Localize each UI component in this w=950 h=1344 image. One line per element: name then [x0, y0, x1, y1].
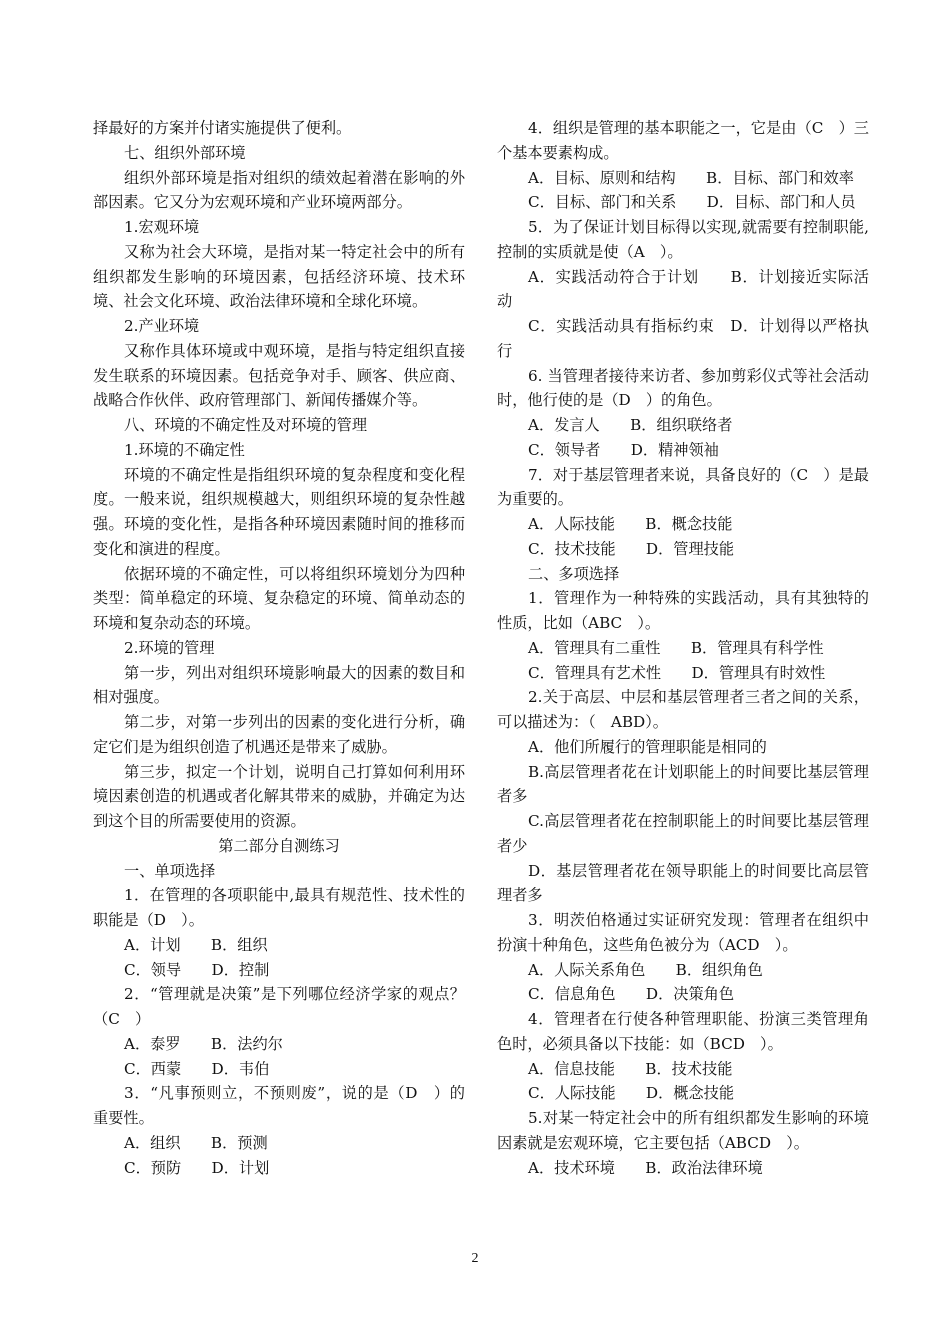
- right-column: [497, 116, 869, 1180]
- paragraph: A．技术环境 B．政治法律环境: [528, 1158, 763, 1177]
- paragraph: C．信息角色 D．决策角色: [528, 985, 735, 1004]
- paragraph: A．泰罗 B．法约尔: [124, 1034, 283, 1053]
- paragraph: 6. 当管理者接待来访者、参加剪彩仪式等社会活动时，他行使的是（D ）的角色。: [497, 366, 869, 410]
- paragraph: 2.环境的管理: [124, 638, 215, 657]
- paragraph: 2.产业环境: [124, 317, 200, 335]
- paragraph: 2.关于高层、中层和基层管理者三者之间的关系，可以描述为：（ ABD）。: [497, 688, 869, 731]
- paragraph: C．预防 D．计划: [124, 1158, 270, 1177]
- paragraph: 3．明茨伯格通过实证研究发现：管理者在组织中扮演十种角色，这些角色被分为（ACD ）。: [497, 911, 869, 954]
- paragraph: 七、组织外部环境: [124, 143, 246, 162]
- paragraph: 择最好的方案并付诸实施提供了便利。: [93, 119, 352, 137]
- paragraph: 4．管理者在行使各种管理职能、扮演三类管理角色时，必须具备以下技能：如（BCD ）。: [497, 1010, 869, 1053]
- paragraph: A．实践活动符合于计划 B．计划接近实际活动: [497, 267, 869, 311]
- paragraph: C．西蒙 D．韦伯: [124, 1059, 270, 1078]
- paragraph: 1．管理作为一种特殊的实践活动，具有其独特的性质，比如（ABC ）。: [497, 589, 869, 632]
- paragraph: 5.对某一特定社会中的所有组织都发生影响的环境因素就是宏观环境，它主要包括（ABCD ）。: [497, 1109, 869, 1152]
- paragraph: C．技术技能 D．管理技能: [528, 539, 735, 558]
- page-number: 2: [471, 1251, 479, 1266]
- paragraph: 又称作具体环境或中观环境，是指与特定组织直接发生联系的环境因素。包括竞争对手、顾客、供应商、战略合作伙伴、政府管理部门、新闻传播媒介等。: [93, 341, 465, 410]
- paragraph: 1．在管理的各项职能中,最具有规范性、技术性的职能是（D ）。: [93, 886, 465, 929]
- paragraph: C．领导者 D．精神领袖: [528, 440, 719, 459]
- paragraph: 1.环境的不确定性: [124, 440, 245, 459]
- paragraph: A．人际技能 B．概念技能: [528, 515, 733, 533]
- paragraph: A．人际关系角色 B．组织角色: [528, 960, 763, 979]
- paragraph: 2．“管理就是决策”是下列哪位经济学家的观点？（C ）: [93, 985, 465, 1028]
- paragraph: 二、多项选择: [528, 564, 620, 583]
- paragraph: 一、单项选择: [124, 861, 216, 880]
- paragraph: 八、环境的不确定性及对环境的管理: [124, 416, 367, 434]
- paragraph: 环境的不确定性是指组织环境的复杂程度和变化程度。一般来说，组织规模越大，则组织环境的复杂性越强。环境的变化性，是指各种环境因素随时间的推移而变化和演进的程度。: [93, 465, 465, 558]
- paragraph: B.高层管理者花在计划职能上的时间要比基层管理者多: [497, 762, 869, 806]
- paragraph: C.高层管理者花在控制职能上的时间要比基层管理者少: [497, 812, 869, 855]
- paragraph: D．基层管理者花在领导职能上的时间要比高层管理者多: [497, 861, 869, 905]
- paragraph: 4．组织是管理的基本职能之一，它是由（C ）三个基本要素构成。: [497, 119, 869, 162]
- paragraph: 1.宏观环境: [124, 218, 200, 236]
- paragraph: A．目标、原则和结构 B．目标、部门和效率: [528, 168, 854, 187]
- paragraph: 3．“凡事预则立，不预则废”，说的是（D ）的重要性。: [93, 1084, 465, 1127]
- paragraph: 5．为了保证计划目标得以实现,就需要有控制职能,控制的实质就是使（A ）。: [497, 218, 869, 261]
- paragraph: 7．对于基层管理者来说，具备良好的（C ）是最为重要的。: [497, 465, 869, 509]
- paragraph: A．他们所履行的管理职能是相同的: [528, 737, 767, 756]
- paragraph: C．目标、部门和关系 D．目标、部门和人员: [528, 193, 856, 212]
- paragraph: A．发言人 B．组织联络者: [528, 416, 733, 434]
- paragraph: 又称为社会大环境，是指对某一特定社会中的所有组织都发生影响的环境因素，包括经济环境、技术环境、社会文化环境、政治法律环境和全球化环境。: [93, 242, 465, 311]
- paragraph: 第一步，列出对组织环境影响最大的因素的数目和相对强度。: [93, 663, 465, 707]
- paragraph: A．计划 B．组织: [124, 935, 268, 954]
- paragraph: C．人际技能 D．概念技能: [528, 1084, 735, 1103]
- paragraph: A．组织 B．预测: [124, 1133, 268, 1152]
- paragraph: A．信息技能 B．技术技能: [528, 1059, 733, 1078]
- paragraph: 第二步，对第一步列出的因素的变化进行分析，确定它们是为组织创造了机遇还是带来了威胁。: [93, 713, 465, 756]
- paragraph: 第二部分自测练习: [218, 836, 340, 855]
- paragraph: 第三步，拟定一个计划，说明自己打算如何利用环境因素创造的机遇或者化解其带来的威胁，并确定为达到这个目的所需要使用的资源。: [93, 762, 465, 830]
- paragraph: C．实践活动具有指标约束 D．计划得以严格执行: [497, 317, 869, 360]
- left-column: [93, 116, 465, 1180]
- paragraph: C．管理具有艺术性 D．管理具有时效性: [528, 663, 826, 682]
- paragraph: A．管理具有二重性 B．管理具有科学性: [528, 638, 824, 657]
- paragraph: 组织外部环境是指对组织的绩效起着潜在影响的外部因素。它又分为宏观环境和产业环境两部分。: [93, 168, 465, 212]
- paragraph: C．领导 D．控制: [124, 960, 270, 979]
- paragraph: 依据环境的不确定性，可以将组织环境划分为四种类型：简单稳定的环境、复杂稳定的环境、简单动态的环境和复杂动态的环境。: [93, 564, 465, 632]
